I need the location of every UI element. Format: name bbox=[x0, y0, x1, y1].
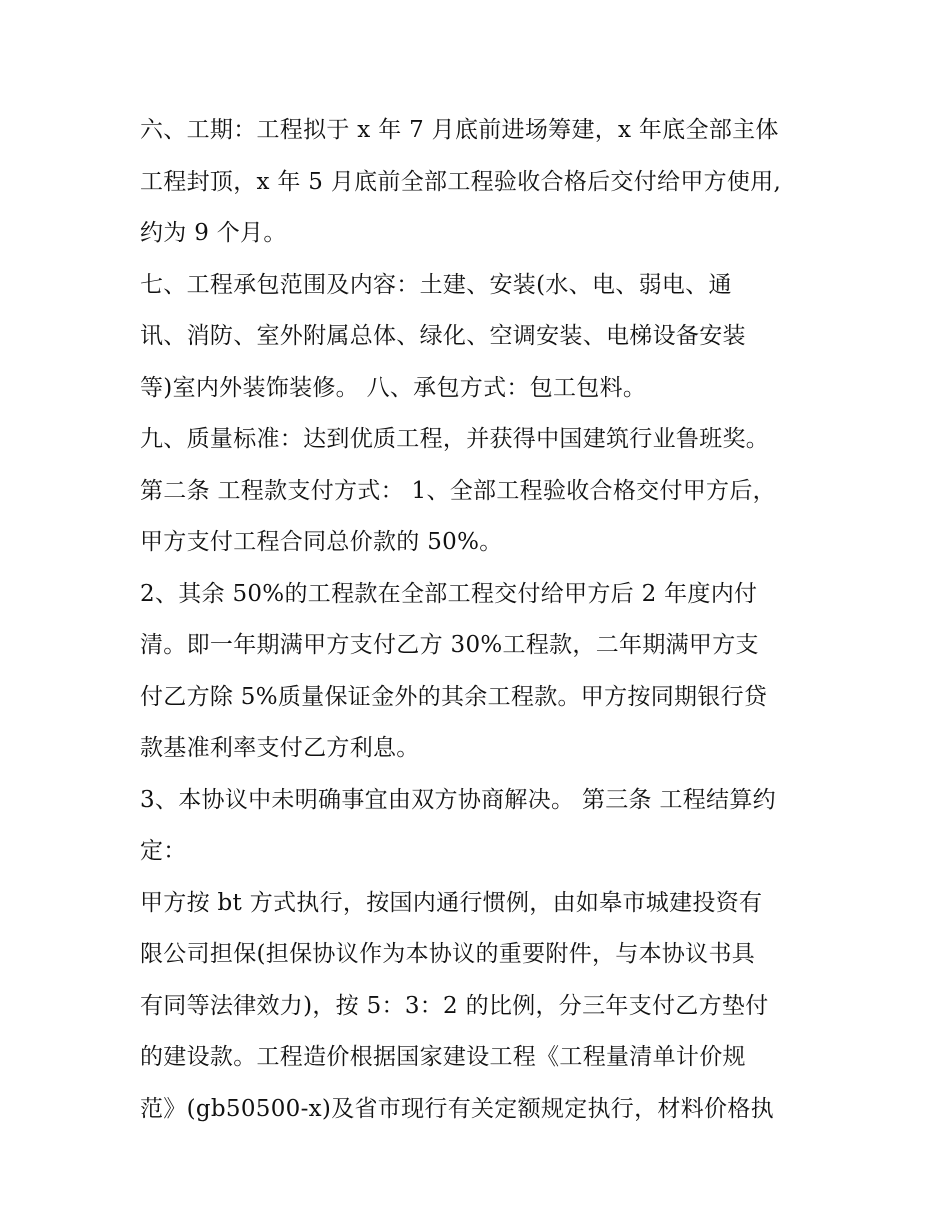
text-line: 等)室内外装饰装修。 八、承包方式：包工包料。 bbox=[140, 374, 647, 401]
text-line: 约为 9 个月。 bbox=[140, 220, 287, 246]
text-line: 款基准利率支付乙方利息。 bbox=[140, 735, 420, 761]
text-line: 工程封顶，x 年 5 月底前全部工程验收合格后交付给甲方使用, bbox=[140, 168, 782, 195]
text-line: 定： bbox=[140, 838, 187, 864]
text-line: 九、质量标准：达到优质工程，并获得中国建筑行业鲁班奖。 bbox=[140, 426, 770, 452]
text-line: 六、工期：工程拟于 x 年 7 月底前进场筹建，x 年底全部主体 bbox=[140, 117, 779, 143]
text-line: 七、工程承包范围及内容：土建、安装(水、电、弱电、通 bbox=[140, 271, 732, 298]
text-line: 付乙方除 5%质量保证金外的其余工程款。甲方按同期银行贷 bbox=[140, 683, 768, 710]
document-body bbox=[140, 111, 820, 1141]
text-line: 2、其余 50%的工程款在全部工程交付给甲方后 2 年度内付 bbox=[140, 580, 758, 607]
text-line: 甲方按 bt 方式执行，按国内通行惯例，由如皋市城建投资有 bbox=[140, 889, 763, 916]
text-line: 讯、消防、室外附属总体、绿化、空调安装、电梯设备安装 bbox=[140, 323, 746, 349]
text-line: 第二条 工程款支付方式： 1、全部工程验收合格交付甲方后， bbox=[140, 477, 776, 504]
text-line: 甲方支付工程合同总价款的 50%。 bbox=[140, 529, 503, 555]
text-line: 限公司担保(担保协议作为本协议的重要附件，与本协议书具 bbox=[140, 941, 756, 967]
text-line: 有同等法律效力)，按 5：3：2 的比例，分三年支付乙方垫付 bbox=[140, 992, 769, 1019]
text-line: 清。即一年期满甲方支付乙方 30%工程款，二年期满甲方支 bbox=[140, 632, 759, 658]
text-line: 3、本协议中未明确事宜由双方协商解决。 第三条 工程结算约 bbox=[140, 786, 776, 813]
text-line: 的建设款。工程造价根据国家建设工程《工程量清单计价规 bbox=[140, 1044, 746, 1070]
text-line: 范》(gb50500-x)及省市现行有关定额规定执行，材料价格执 bbox=[140, 1095, 774, 1122]
